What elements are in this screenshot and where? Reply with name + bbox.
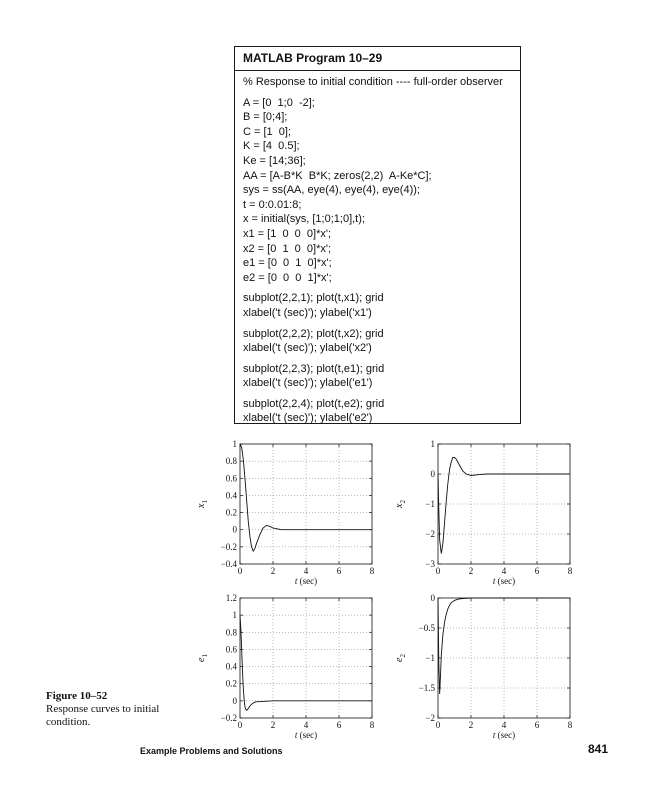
y-tick-label: −0.2 (220, 713, 237, 723)
code-line: subplot(2,2,1); plot(t,x1); grid (243, 292, 384, 305)
program-title: MATLAB Program 10–29 (235, 47, 520, 71)
y-tick-label: 0 (232, 695, 237, 706)
x-axis-label: t (sec) (294, 576, 318, 586)
x-tick-label: 0 (435, 566, 441, 576)
y-tick-label: 0.6 (225, 644, 237, 655)
x-tick-label: 8 (369, 566, 375, 576)
code-line: subplot(2,2,3); plot(t,e1); grid (243, 362, 385, 375)
x-tick-label: 4 (303, 566, 309, 576)
x-tick-label: 0 (237, 720, 243, 730)
y-tick-label: 0.8 (225, 627, 237, 638)
code-line: e1 = [0 0 1 0]*x'; (243, 257, 332, 270)
code-line: AA = [A-B*K B*K; zeros(2,2) A-Ke*C]; (243, 169, 432, 182)
x-tick-label: 6 (534, 720, 540, 730)
code-line: xlabel('t (sec)'); ylabel('x2') (243, 342, 372, 355)
code-line: t = 0:0.01:8; (243, 198, 302, 211)
y-tick-label: −0.2 (220, 541, 237, 552)
y-axis-label: $x_1$ (196, 500, 209, 508)
code-line: e2 = [0 0 0 1]*x'; (243, 271, 332, 284)
x-tick-label: 2 (468, 720, 474, 730)
chart-x2-response (390, 436, 580, 586)
x-tick-label: 0 (237, 566, 243, 576)
code-line: subplot(2,2,2); plot(t,x2); grid (243, 327, 384, 340)
code-line: B = [0;4]; (243, 111, 288, 124)
y-tick-label: 0.4 (225, 490, 237, 501)
x-axis-label: t (sec) (492, 730, 516, 740)
x-tick-label: 2 (270, 720, 276, 730)
x-axis-label: t (sec) (492, 576, 516, 586)
y-tick-label: −2 (425, 713, 435, 723)
matlab-program-box (234, 46, 521, 424)
y-tick-label: −0.5 (418, 623, 435, 633)
code-line: Ke = [14;36]; (243, 154, 306, 167)
y-tick-label: 0.2 (225, 507, 237, 518)
chart-e2-response (390, 590, 580, 740)
x-tick-label: 6 (336, 566, 342, 576)
page-number: 841 (588, 742, 609, 756)
y-tick-label: 1 (232, 439, 237, 449)
x-tick-label: 6 (336, 720, 342, 730)
y-tick-label: 0.2 (225, 678, 237, 689)
series-line-e1 (240, 615, 372, 710)
y-axis-label: $x_2$ (394, 500, 407, 508)
figure-label: Figure 10–52 (46, 690, 108, 702)
code-line: xlabel('t (sec)'); ylabel('e2') (243, 412, 373, 425)
code-line: A = [0 1;0 -2]; (243, 96, 315, 109)
code-line: C = [1 0]; (243, 125, 291, 138)
y-tick-label: −1.5 (418, 683, 435, 693)
x-tick-label: 2 (270, 566, 276, 576)
code-line: K = [4 0.5]; (243, 140, 300, 153)
code-comment: % Response to initial condition ---- full-order observer (243, 76, 503, 88)
chart-e1-response (192, 590, 382, 740)
x-tick-label: 4 (501, 566, 507, 576)
figure-caption-text: Response curves to initial condition. (46, 703, 160, 728)
program-code (235, 71, 520, 426)
x-tick-label: 4 (501, 720, 507, 730)
code-line: x1 = [1 0 0 0]*x'; (243, 227, 332, 240)
y-tick-label: 0 (232, 524, 237, 535)
y-tick-label: 0.4 (225, 661, 237, 672)
y-tick-label: −3 (425, 559, 435, 569)
code-line: xlabel('t (sec)'); ylabel('e1') (243, 377, 373, 390)
x-axis-label: t (sec) (294, 730, 318, 740)
figure-caption (46, 690, 176, 729)
x-tick-label: 2 (468, 566, 474, 576)
code-line: x2 = [0 1 0 0]*x'; (243, 242, 332, 255)
footer-section-title: Example Problems and Solutions (140, 746, 283, 756)
y-tick-label: 1.2 (225, 593, 237, 603)
x-tick-label: 6 (534, 566, 540, 576)
y-tick-label: 0 (430, 469, 435, 479)
x-tick-label: 0 (435, 720, 441, 730)
y-tick-label: 1 (430, 439, 435, 449)
y-tick-label: 0.6 (225, 473, 237, 484)
code-line: xlabel('t (sec)'); ylabel('x1') (243, 306, 372, 319)
code-line: x = initial(sys, [1;0;1;0],t); (243, 213, 365, 226)
y-tick-label: 0 (430, 593, 435, 603)
x-tick-label: 8 (567, 720, 573, 730)
y-axis-label: $e_2$ (394, 654, 407, 662)
y-tick-label: −2 (425, 529, 435, 539)
y-tick-label: −1 (425, 499, 435, 509)
series-line-x1 (240, 444, 372, 551)
y-tick-label: 1 (232, 610, 237, 621)
y-tick-label: −0.4 (220, 559, 237, 569)
chart-x1-response (192, 436, 382, 586)
x-tick-label: 8 (369, 720, 375, 730)
x-tick-label: 4 (303, 720, 309, 730)
y-tick-label: 0.8 (225, 456, 237, 467)
y-axis-label: $e_1$ (196, 654, 209, 662)
code-line: sys = ss(AA, eye(4), eye(4), eye(4)); (243, 184, 420, 197)
x-tick-label: 8 (567, 566, 573, 576)
y-tick-label: −1 (425, 653, 435, 663)
code-line: subplot(2,2,4); plot(t,e2); grid (243, 397, 385, 410)
